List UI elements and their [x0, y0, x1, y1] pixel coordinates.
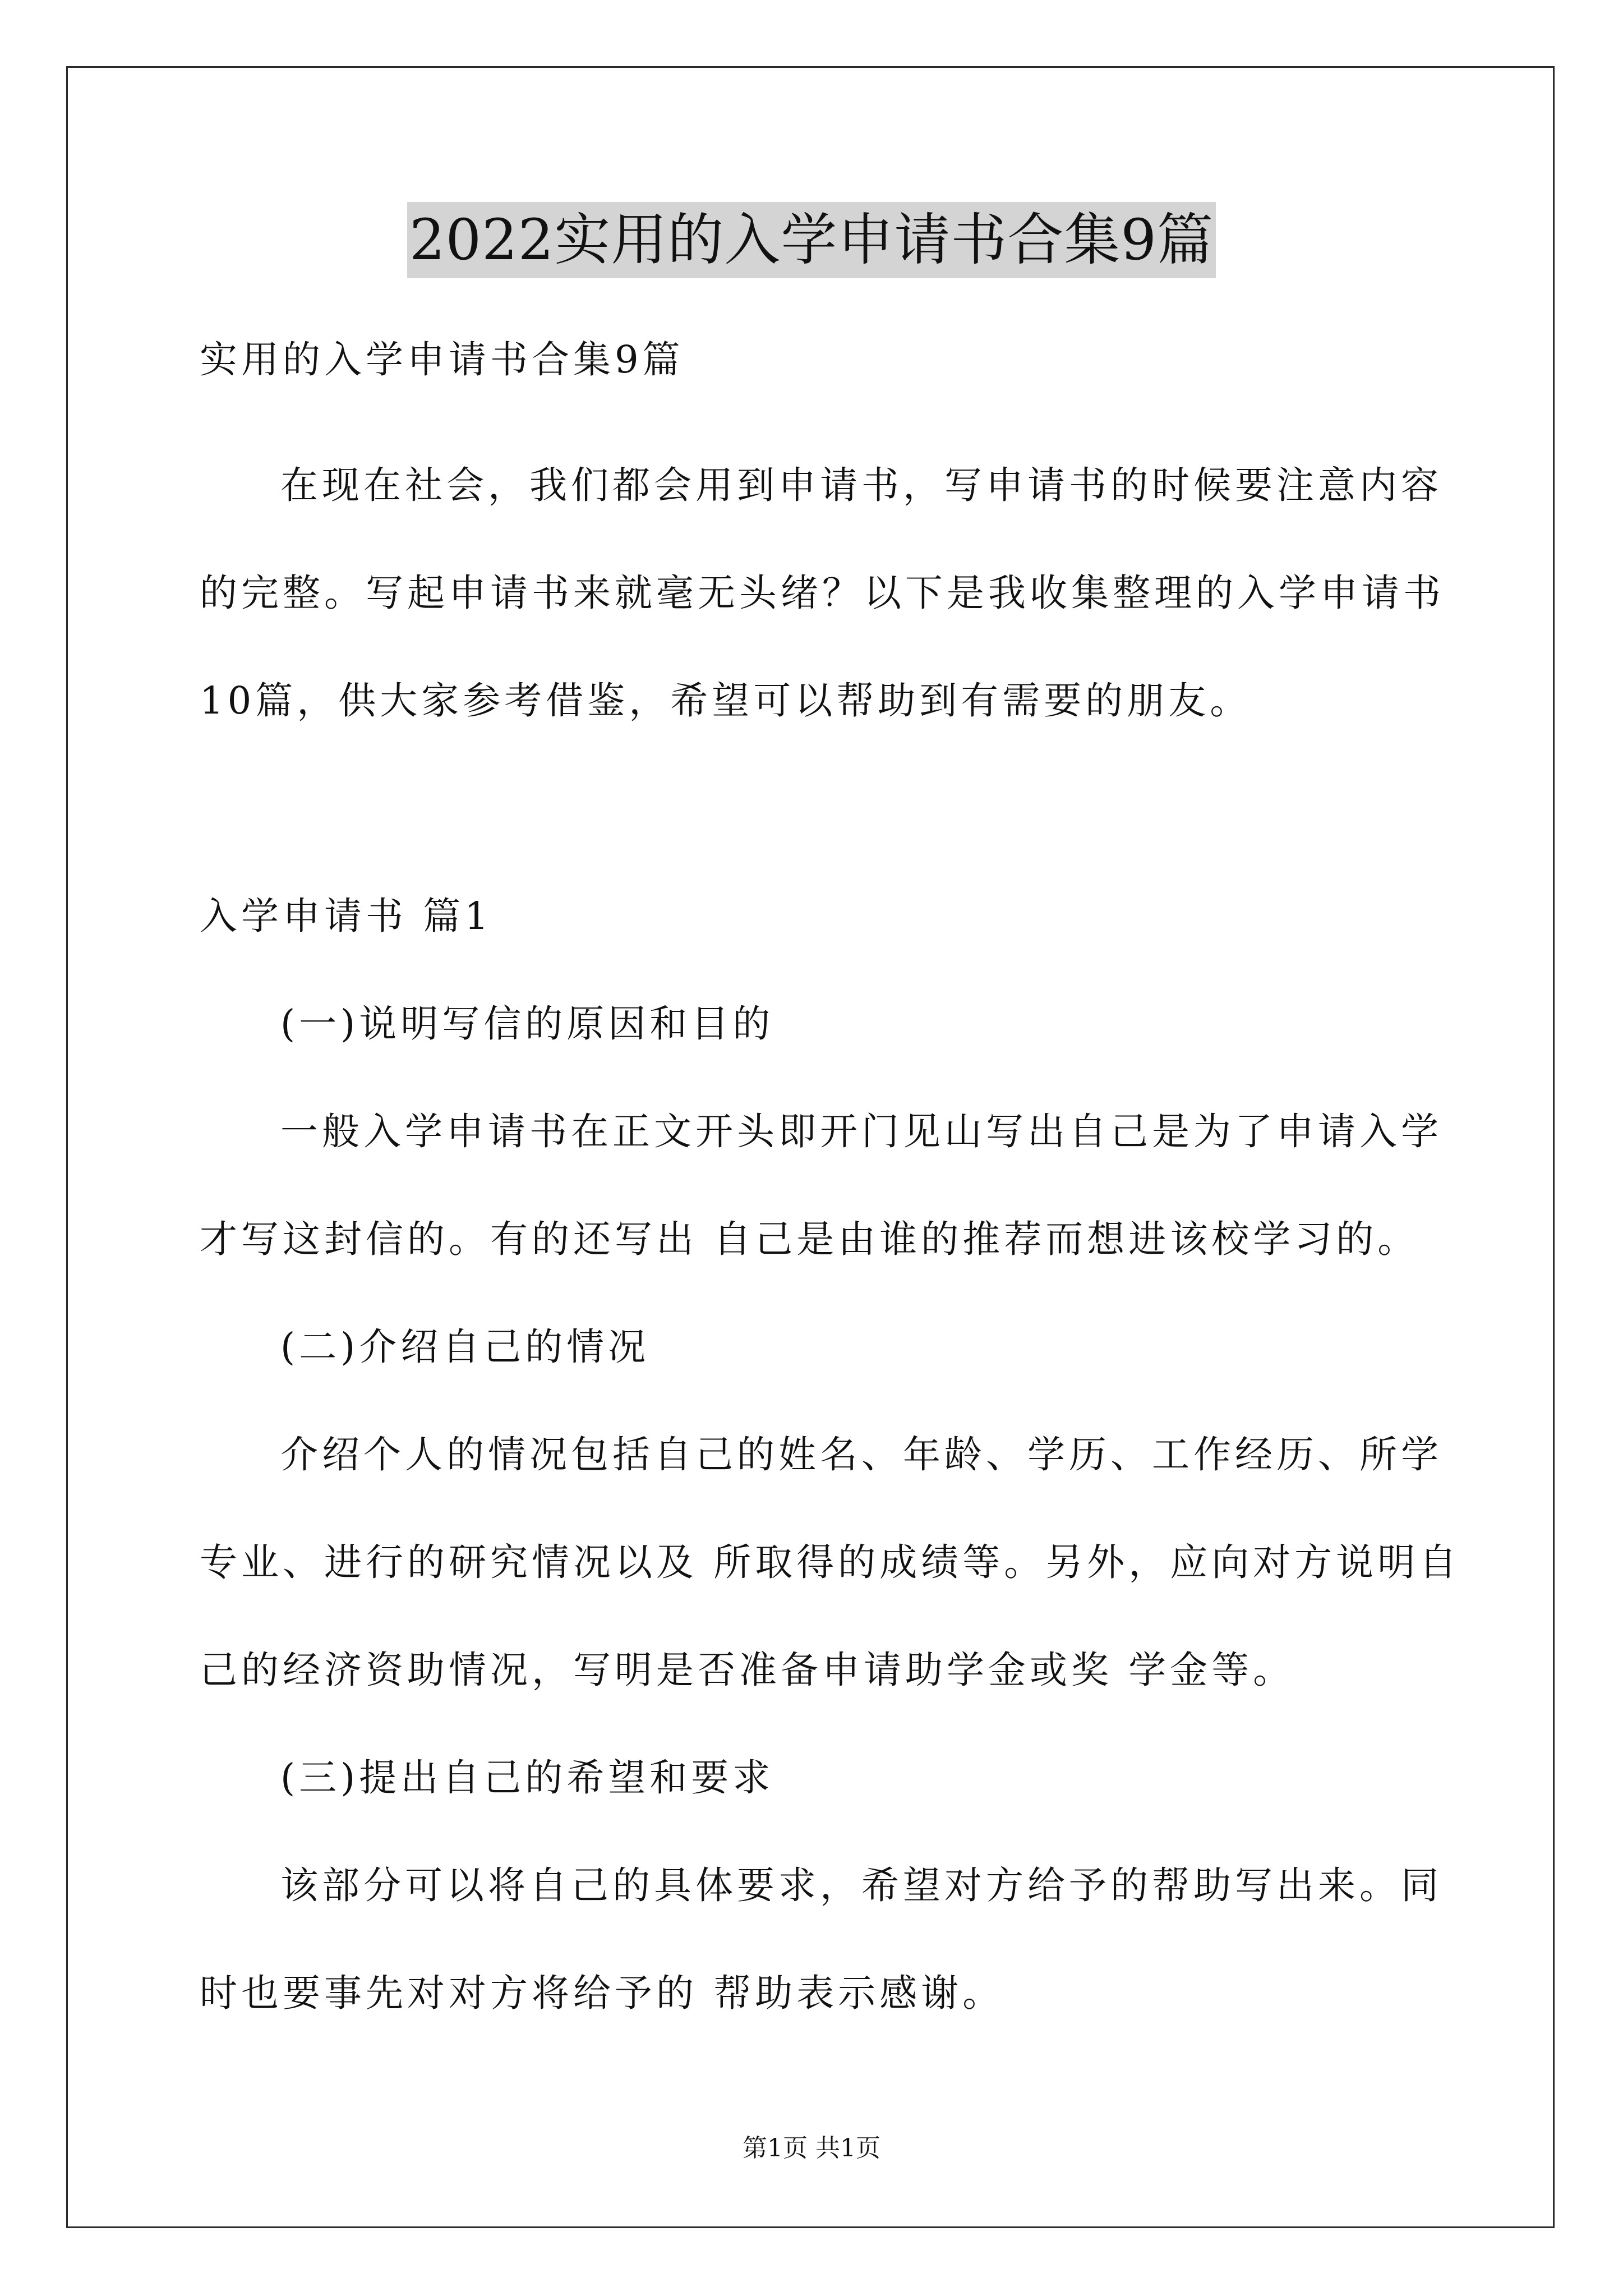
document-title: 2022实用的入学申请书合集9篇 [407, 202, 1216, 278]
section-heading: 入学申请书 篇1 [200, 894, 492, 938]
paragraph-line: 专业、进行的研究情况以及 所取得的成绩等。另外，应向对方说明自 [200, 1540, 1461, 1584]
intro-line: 在现在社会，我们都会用到申请书，写申请书的时候要注意内容 [280, 463, 1442, 507]
paragraph-line: 介绍个人的情况包括自己的姓名、年龄、学历、工作经历、所学 [280, 1433, 1442, 1476]
page-footer: 第1页 共1页 [743, 2134, 880, 2162]
intro-line: 的完整。写起申请书来就毫无头绪？以下是我收集整理的入学申请书 [200, 571, 1445, 615]
subheading-3: (三)提出自己的希望和要求 [280, 1756, 774, 1800]
subheading-1: (一)说明写信的原因和目的 [280, 1002, 774, 1046]
paragraph-line: 才写这封信的。有的还写出 自己是由谁的推荐而想进该校学习的。 [200, 1217, 1419, 1261]
paragraph-line: 己的经济资助情况，写明是否准备申请助学金或奖 学金等。 [200, 1648, 1295, 1692]
document-subtitle: 实用的入学申请书合集9篇 [200, 338, 684, 381]
paragraph-line: 该部分可以将自己的具体要求，希望对方给予的帮助写出来。同 [280, 1864, 1442, 1907]
paragraph-line: 一般入学申请书在正文开头即开门见山写出自己是为了申请入学 [280, 1110, 1442, 1153]
title-block [0, 202, 1623, 278]
paragraph-line: 时也要事先对对方将给予的 帮助表示感谢。 [200, 1971, 1004, 2015]
subheading-2: (二)介绍自己的情况 [280, 1325, 650, 1369]
intro-line: 10篇，供大家参考借鉴，希望可以帮助到有需要的朋友。 [200, 679, 1252, 723]
